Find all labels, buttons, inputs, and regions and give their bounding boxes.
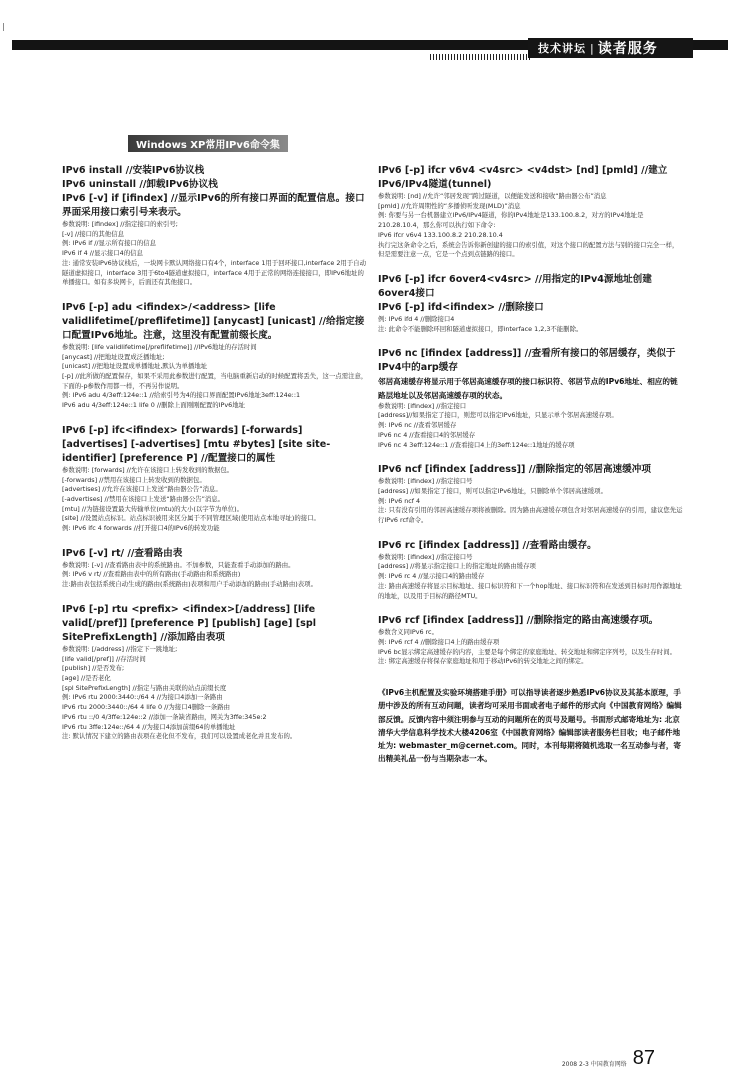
command-detail: 参数说明: [ifindex] //指定接口号	[378, 477, 473, 486]
command-heading: IPv6 [-p] rtu <prefix> <ifindex>[/address] [life valid[/pref]] [preference P] [publish] [age] [spl SitePrefixLength] //添加路由表项	[62, 603, 316, 643]
command-detail: [age] //是否老化	[62, 673, 111, 682]
paragraph-gap	[378, 601, 684, 614]
command-detail: 注: 此命令不能删除环回和隧道虚拟接口，即interface 1,2,3不能删除。	[378, 324, 583, 333]
command-detail: 参数说明: [forwards] //允许在该接口上转发收到的数据包。	[62, 465, 234, 474]
paragraph-gap	[378, 526, 684, 539]
command-detail: [-v] //接口的其他信息	[62, 229, 124, 238]
footer-source: 2008 2-3 中国教育网络	[561, 1061, 627, 1068]
command-detail: 例: IPv6 v rt/ //查看路由表中的所有路由(手动路由和系统路由)	[62, 570, 241, 579]
command-detail: 注:路由表包括系统自动生成的路由(系统路由)表项和用户手动添加的路由(手动路由)表项。	[62, 580, 317, 589]
command-detail: [pmld] //允许周期性的“多播侦听发现(MLD)”消息	[378, 201, 521, 210]
command-heading: IPv6 [-v] rt/ //查看路由表	[62, 547, 183, 559]
command-detail: 例: IPv6 ifd 4 //删除接口4	[378, 314, 455, 323]
command-detail: [anycast] //把地址设置成泛播地址;	[62, 352, 165, 361]
service-label: 读者服务	[597, 41, 658, 57]
command-detail: [publish] //是否发布;	[62, 664, 125, 673]
header-divider: |	[590, 41, 594, 55]
command-detail: 例: IPv6 rc 4 //显示接口4的路由缓存	[378, 572, 485, 581]
command-heading: IPv6 install //安装IPv6协议栈	[62, 165, 205, 176]
command-detail: 注: 通常安装IPv6协议栈后，一块网卡默认网络接口有4个，interface 1用于回环接口,interface 2用于自动隧道虚拟接口，interface 3用于6to4隧道虚拟接口，interface 4用于正常的网络连接接口，即IPv6地址的单播接口。如有多块网卡，后面还有其他接口。	[62, 258, 366, 287]
paragraph-gap	[378, 450, 684, 463]
command-detail: IPv6 bc显示绑定高速缓存的内容，主要是每个绑定的家庭地址、转交地址和绑定序列号，以及生存时间。	[378, 647, 676, 656]
body-paragraph: 邻居高速缓存将显示用于邻居高速缓存项的接口标识符、邻居节点的IPv6地址、相应的链路层地址以及邻居高速缓存项的状态。	[378, 377, 678, 400]
command-detail: [-forwards] //禁用在该接口上转发收到的数据包。	[62, 475, 206, 484]
command-heading: IPv6 nc [ifindex [address]] //查看所有接口的邻居缓存，类似于IPv4中的arp缓存	[378, 348, 676, 374]
command-detail: [address] //如果指定了接口，则可以指定IPv6地址，只删除单个邻居高速缓项。	[378, 486, 607, 495]
command-detail: IPv6 nc 4 3eff:124e::1 //查看接口4上的3eff:124e::1地址的缓存项	[378, 440, 575, 449]
command-detail: [site] //设置站点标识。站点标识被用来区分属于不同管理区域(使用站点本地寻址)的接口。	[62, 514, 320, 523]
header-stripes	[430, 54, 530, 60]
command-heading: IPv6 [-p] ifcr 6over4<v4src> //用指定的IPv4源地址创建6over4接口	[378, 273, 652, 299]
command-detail: [-advertises] //禁用在该接口上发送“路由器公告”消息。	[62, 494, 225, 503]
command-detail: 例: IPv6 adu 4/3eff:124e::1 //给索引号为4的接口界面配置IPv6地址3eff:124e::1	[62, 391, 301, 400]
command-detail: 参数说明: [ifindex] //指定接口	[378, 401, 467, 410]
command-detail: IPv6 adu 4/3eff:124e::1 life 0 //删除上面刚刚配置的IPv6地址	[62, 401, 246, 410]
command-detail: [address] //将显示指定接口上的指定地址的路由缓存项	[378, 562, 536, 571]
command-heading: IPv6 [-p] adu <ifindex>/<address> [life validlifetime[/preflifetime]] [anycast] [unicast] //给指定接口配置IPv6地址。注意，这里没有配置前缀长度。	[62, 301, 365, 341]
header-tab	[528, 38, 693, 58]
command-detail: 参数含义同IPv6 rc。	[378, 628, 438, 637]
command-heading: IPv6 rcf [ifindex [address]] //删除指定的路由高速缓存项。	[378, 615, 659, 627]
command-detail: 例: IPv6 ncf 4	[378, 496, 421, 505]
command-detail: IPv6 nc 4 //查看接口4的邻居缓存	[378, 430, 476, 439]
page-footer	[562, 1048, 655, 1068]
command-detail: 注: 默认情况下建立的路由表项在老化但不发布，我们可以设置成老化并且发布的。	[62, 732, 297, 741]
article-banner	[128, 135, 288, 152]
command-detail: 参数说明: [nd] //允许“邻居发现”跨过隧道，以便能发送和接收“路由器公布”消息	[378, 192, 607, 200]
paragraph-gap	[62, 590, 368, 603]
command-detail: 例: IPv6 rtu 2000:3440::/64 4 //为接口4添加一条路由	[62, 693, 223, 702]
right-column	[378, 164, 684, 765]
body-paragraph: 《IPv6主机配置及实验环境搭建手册》可以指导读者逐步熟悉IPv6协议及其基本原理，手册中涉及的所有互动问题，读者均可采用书面或者电子邮件的形式向《中国教育网络》编辑部反馈。反馈内容中须注明参与互动的问题所在的页号及题号。书面形式邮寄地址为: 北京清华大学信息科学技术大楼4206室《中国教育网络》编辑部读者服务栏目收；电子邮件地址为: webmaster_m@cernet.com。同时，本刊每期将随机选取一名互动参与者，寄出精美礼品一份与当期杂志一本。	[378, 688, 682, 764]
command-detail: [unicast] //把地址设置成单播地址,默认为单播地址	[62, 362, 208, 371]
paragraph-gap	[378, 667, 684, 686]
command-heading: IPv6 [-p] ifd<ifindex> //删除接口	[378, 301, 544, 313]
command-detail: 例: IPv6 nc //查看邻居缓存	[378, 421, 457, 430]
command-detail: IPv6 ifcr v6v4 133.100.8.2 210.28.10.4	[378, 230, 503, 239]
command-detail: 注: 只有没有引用的邻居高速缓存项将被删除。因为路由高速缓存项包含对邻居高速缓存的引用，建议您先运行IPv6 rcf命令。	[378, 506, 683, 525]
command-detail: [life valid[/pref]] //存活时间	[62, 654, 146, 663]
command-heading: IPv6 [-p] ifcr v6v4 <v4src> <v4dst> [nd] [pmld] //建立IPv6/IPv4隧道(tunnel)	[378, 165, 668, 190]
command-detail: 参数说明: [life validlifetime[/preflifetime]] //IPv6地址的存活时间	[62, 342, 257, 351]
banner-title: Windows XP常用IPv6命令集	[136, 140, 280, 151]
command-detail: 参数说明: [ifindex] //指定接口号	[378, 552, 473, 561]
command-detail: 注: 绑定高速缓存将保存家庭地址和用于移动IPv6的转交地址之间的绑定。	[378, 657, 588, 666]
command-detail: 例: IPv6 ifc 4 forwards //打开接口4的IPv6的转发功能	[62, 524, 220, 533]
page-number: 87	[632, 1047, 655, 1069]
command-detail: IPv6 rtu 2000:3440::/64 4 life 0 //为接口4删除一条路由	[62, 703, 230, 712]
command-detail: [mtu] //为链接设置最大传输单位(mtu)的大小(以字节为单位)。	[62, 504, 244, 513]
command-detail: 例: IPv6 rcf 4 //删除接口4上的路由缓存项	[378, 637, 500, 646]
command-detail: 例: IPv6 if //显示所有接口的信息	[62, 239, 157, 248]
command-detail: 执行完这条命令之后，系统会告诉你新创建的接口的索引值，对这个接口的配置方法与别的接口完全一样，但是需要注意一点，它是一个点到点链路的接口。	[378, 240, 679, 259]
command-detail: IPv6 rtu ::/0 4/3ffe:124e::2 //添加一条缺省路由，网关为3ffe:345e:2	[62, 712, 267, 721]
command-detail: [advertises] //允许在该接口上发送“路由器公告”消息。	[62, 485, 222, 494]
paragraph-gap	[378, 260, 684, 273]
scan-edge-mark: |	[2, 22, 5, 31]
command-detail: IPv6 if 4 //显示接口4的信息	[62, 249, 143, 258]
command-heading: IPv6 ncf [ifindex [address]] //删除指定的邻居高速缓冲项	[378, 464, 651, 476]
command-detail: IPv6 rtu 3ffe:124e::/64 4 //为接口4添加前缀64的单播地址	[62, 722, 236, 731]
command-detail: 参数说明: [-v] //查看路由表中的系统路由。不加参数，只能查看手动添加的路由。	[62, 560, 295, 569]
paragraph-gap	[62, 411, 368, 424]
command-detail: [-p] //此所做的配置保存，如果不采用此参数进行配置，当电脑重新启动的时候配置将丢失，这一点需注意，下面的-p参数作用都一样，不再另作说明。	[62, 372, 368, 390]
paragraph-gap	[378, 334, 684, 347]
left-column	[62, 164, 368, 742]
command-heading: IPv6 [-v] if [ifindex] //显示IPv6的所有接口界面的配置信息。接口界面采用接口索引号来表示。	[62, 193, 365, 218]
command-detail: 参数说明: [ifindex] //指定接口的索引号;	[62, 220, 178, 228]
command-detail: 注: 路由高速缓存将显示目标地址、接口标识符和下一个hop地址、接口标识符和在发送到目标时用作源地址的地址，以及用于目标的路径MTU。	[378, 581, 682, 600]
command-heading: IPv6 uninstall //卸载IPv6协议栈	[62, 179, 218, 190]
command-detail: [spl SitePrefixLength] //指定与路由关联的站点前缀长度	[62, 683, 227, 692]
paragraph-gap	[62, 534, 368, 547]
command-heading: IPv6 rc [ifindex [address]] //查看路由缓存。	[378, 539, 597, 551]
command-detail: 参数说明: [/address] //指定下一跳地址;	[62, 644, 178, 653]
command-heading: IPv6 [-p] ifc<ifindex> [forwards] [-forwards] [advertises] [-advertises] [mtu #bytes] [site site-identifier] [preference P] //配置接口的属性	[62, 424, 331, 464]
paragraph-gap	[62, 288, 368, 301]
command-detail: 例: 你要与另一台机器建立IPv6/IPv4隧道，你的IPv4地址是133.100.8.2，对方的IPv4地址是210.28.10.4，那么你可以执行如下命令:	[378, 211, 644, 230]
section-label: 技术讲坛	[538, 42, 586, 55]
command-detail: [address]//如果指定了接口，则您可以指定IPv6地址，只显示单个邻居高速缓存项。	[378, 411, 618, 420]
